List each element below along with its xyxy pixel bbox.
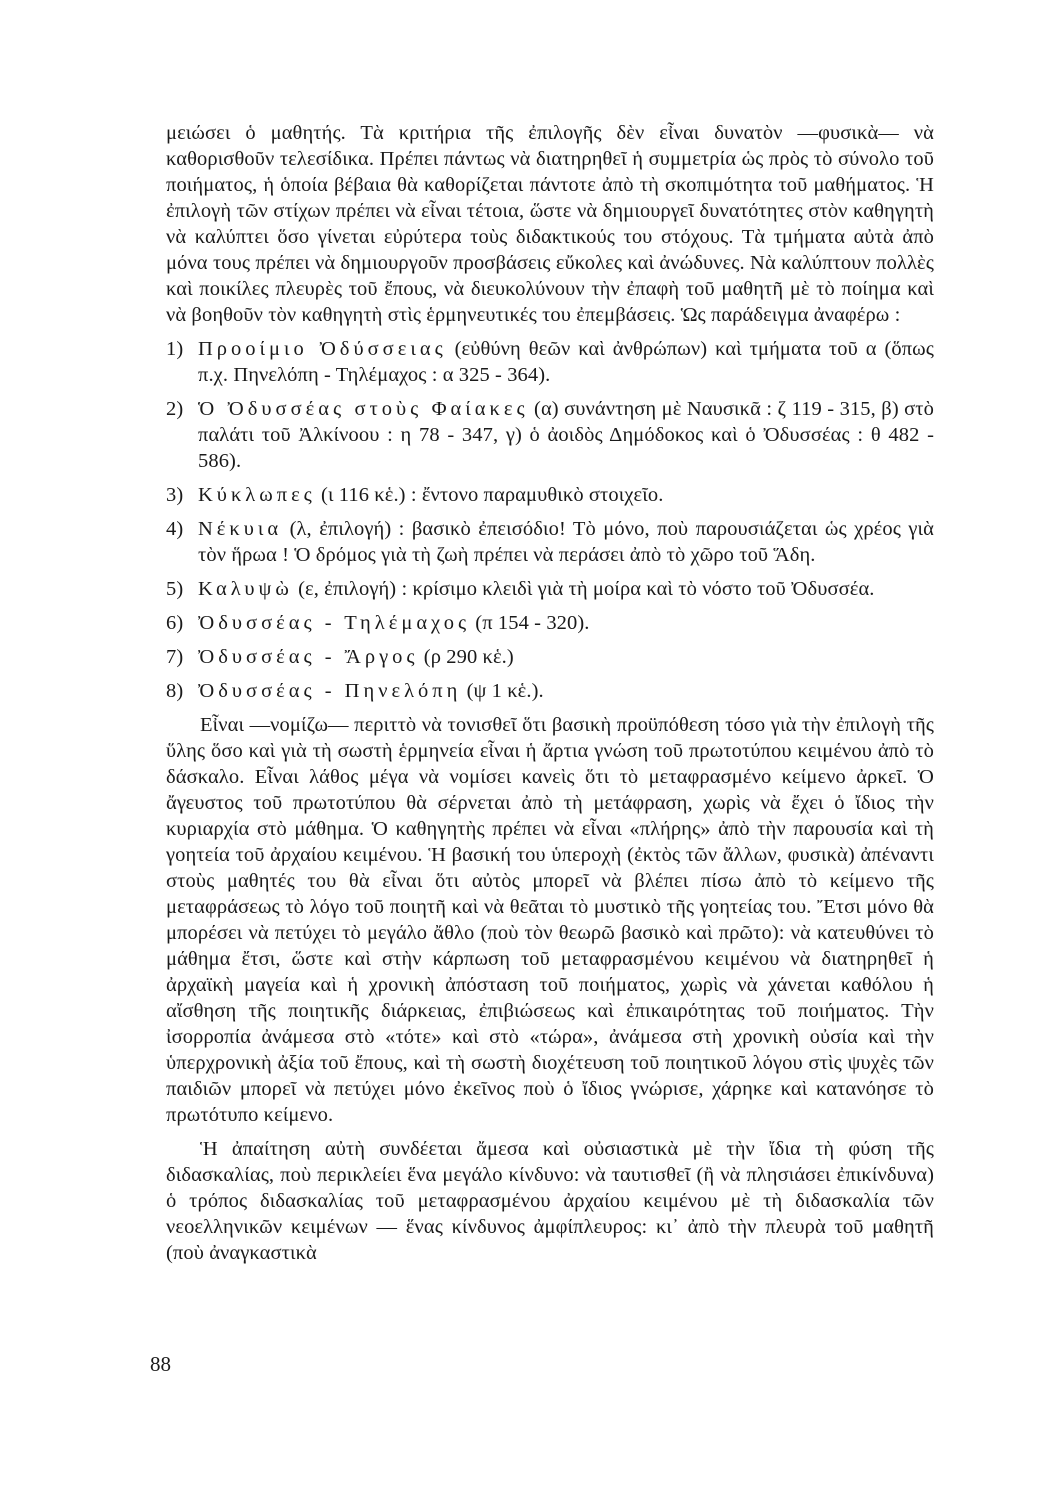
list-item-text: (ι 116 κἑ.) : ἔντονο παραμυθικὸ στοιχεῖο. xyxy=(315,484,664,506)
list-item-body xyxy=(198,396,934,474)
list-item-title: Νέκυια xyxy=(198,518,283,540)
list-item xyxy=(166,610,934,636)
list-item-text: (λ, ἐπιλογή) : βασικὸ ἐπεισόδιο! Τὸ μόνο, ποὺ παρουσιάζεται ὡς χρέος γιὰ τὸν ἥρωα ! Ὁ δρόμος γιὰ τὴ ζωὴ πρέπει νὰ περάσει ἀπὸ τὸ χῶρο τοῦ Ἅδη. xyxy=(198,518,934,566)
list-item-number: 6) xyxy=(166,612,184,634)
list-item-title: Προοίμιο Ὀδύσσειας xyxy=(198,338,447,360)
paragraph-teacher-knowledge: Εἶναι —νομίζω— περιττὸ νὰ τονισθεῖ ὅτι βασικὴ προϋπόθεση τόσο γιὰ τὴν ἐπιλογὴ τῆς ὕλης ὅσο καὶ γιὰ τὴ σωστὴ ἑρμηνεία εἶναι ἡ ἄρτια γνώση τοῦ πρωτοτύπου κειμένου ἀπὸ τὸ δάσκαλο. Εἶναι λάθος μέγα νὰ νομίσει κανεὶς ὅτι τὸ μεταφρασμένο κείμενο ἀρκεῖ. Ὁ ἄγευστος τοῦ πρωτοτύπου θὰ σέρνεται ἀπὸ τὴ μετάφραση, χωρὶς νὰ ἔχει ὁ ἴδιος τὴν κυριαρχία στὸ μάθημα. Ὁ καθηγητὴς πρέπει νὰ εἶναι «πλήρης» ἀπὸ τὴν παρουσία καὶ τὴ γοητεία τοῦ ἀρχαίου κειμένου. Ἡ βασική του ὑπεροχὴ (ἐκτὸς τῶν ἄλλων, φυσικὰ) ἀπέναντι στοὺς μαθητές του θὰ εἶναι ὅτι αὐτὸς μπορεῖ νὰ βλέπει πίσω ἀπὸ τὸ κείμενο τῆς μεταφράσεως τὸ λόγο τοῦ ποιητῆ καὶ νὰ θεᾶται τὸ μυστικὸ τῆς γοητείας του. Ἔτσι μόνο θὰ μπορέσει νὰ πετύχει τὸ μεγάλο ἄθλο (ποὺ τὸν θεωρῶ βασικὸ καὶ πρῶτο): νὰ κατευθύνει τὸ μάθημα ἔτσι, ὥστε καὶ στὴν κάρπωση τοῦ μεταφρασμένου κειμένου νὰ διατηρηθεῖ ἡ ἀρχαϊκὴ μαγεία καὶ ἡ χρονικὴ ἀπόσταση τοῦ ποιήματος, χωρὶς νὰ χάνεται καθόλου ἡ αἴσθηση τῆς ποιητικῆς διάρκειας, ἐπιβιώσεως καὶ ἐπικαιρότητας τοῦ ποιήματος. Τὴν ἰσορροπία ἀνάμεσα στὸ «τότε» καὶ στὸ «τώρα», ἀνάμεσα στὴ χρονικὴ οὐσία καὶ τὴν ὑπερχρονικὴ ἀξία τοῦ ἔπους, καὶ τὴ σωστὴ διοχέτευση τοῦ ποιητικοῦ λόγου στὶς ψυχὲς τῶν παιδιῶν μπορεῖ νὰ πετύχει μόνο ἐκεῖνος ποὺ ὁ ἴδιος γνώρισε, χάρηκε καὶ κατανόησε τὸ πρωτότυπο κείμενο. xyxy=(166,714,934,1126)
list-item-title: Κύκλωπες xyxy=(198,484,316,506)
list-item-body xyxy=(198,678,934,704)
list-item-number: 3) xyxy=(166,484,184,506)
list-item-text: (ψ 1 κἑ.). xyxy=(461,680,544,702)
list-item xyxy=(166,396,934,474)
list-item-number: 2) xyxy=(166,398,184,420)
list-item-title: Ὀδυσσέας - Ἄργος xyxy=(198,646,419,668)
list-item-number: 8) xyxy=(166,680,184,702)
list-item xyxy=(166,482,934,508)
episode-list xyxy=(166,336,934,704)
list-item xyxy=(166,336,934,388)
page-body xyxy=(166,120,934,1266)
list-item-text: (εὐθύνη θεῶν καὶ ἀνθρώπων) καὶ τμήματα τοῦ α (ὅπως π.χ. Πηνελόπη - Τηλέμαχος : α 325 - 364). xyxy=(198,338,934,386)
list-item-number: 4) xyxy=(166,518,184,540)
list-item-body xyxy=(198,610,934,636)
list-item-body xyxy=(198,576,934,602)
list-item-body xyxy=(198,336,934,388)
list-item-body xyxy=(198,516,934,568)
list-item-title: Ὀδυσσέας - Πηνελόπη xyxy=(198,680,462,702)
list-item-body xyxy=(198,482,934,508)
list-item-text: (α) συνάντηση μὲ Ναυσικᾶ : ζ 119 - 315, β) στὸ παλάτι τοῦ Ἀλκίνοου : η 78 - 347, γ) ὁ ἀοιδὸς Δημόδοκος καὶ ὁ Ὀδυσσέας : θ 482 - 586). xyxy=(198,398,934,472)
list-item-text: (ρ 290 κἑ.) xyxy=(418,646,514,668)
list-item xyxy=(166,576,934,602)
list-item-title: Ὁ Ὀδυσσέας στοὺς Φαίακες xyxy=(198,398,529,420)
list-item-body xyxy=(198,644,934,670)
paragraph-teaching-risk: Ἡ ἀπαίτηση αὐτὴ συνδέεται ἄμεσα καὶ οὐσιαστικὰ μὲ τὴν ἴδια τὴ φύση τῆς διδασκαλίας, ποὺ περικλείει ἕνα μεγάλο κίνδυνο: νὰ ταυτισθεῖ (ἢ νὰ πλησιάσει ἐπικίνδυνα) ὁ τρόπος διδασκαλίας τοῦ μεταφρασμένου ἀρχαίου κειμένου μὲ τὴ διδασκαλία τῶν νεοελληνικῶν κειμένων — ἕνας κίνδυνος ἀμφίπλευρος: κι᾽ ἀπὸ τὴν πλευρὰ τοῦ μαθητῆ (ποὺ ἀναγκαστικὰ xyxy=(166,1138,934,1264)
list-item-text: (ε, ἐπιλογή) : κρίσιμο κλειδὶ γιὰ τὴ μοίρα καὶ τὸ νόστο τοῦ Ὀδυσσέα. xyxy=(292,578,875,600)
page-number: 88 xyxy=(150,1352,171,1376)
list-item xyxy=(166,644,934,670)
list-item xyxy=(166,678,934,704)
list-item xyxy=(166,516,934,568)
paragraph-selection-criteria: μειώσει ὁ μαθητής. Τὰ κριτήρια τῆς ἐπιλογῆς δὲν εἶναι δυνατὸν —φυσικὰ— νὰ καθορισθοῦν τελεσίδικα. Πρέπει πάντως νὰ διατηρηθεῖ ἡ συμμετρία ὡς πρὸς τὸ σύνολο τοῦ ποιήματος, ἡ ὁποία βέβαια θὰ καθορίζεται πάντοτε ἀπὸ τὴ σκοπιμότητα τοῦ μαθήματος. Ἡ ἐπιλογὴ τῶν στίχων πρέπει νὰ εἶναι τέτοια, ὥστε νὰ δημιουργεῖ δυνατότητες στὸν καθηγητὴ νὰ καλύπτει ὅσο γίνεται εὐρύτερα τοὺς διδακτικούς του στόχους. Τὰ τμήματα αὐτὰ ἀπὸ μόνα τους πρέπει νὰ δημιουργοῦν προσβάσεις εὔκολες καὶ ἀνώδυνες. Νὰ καλύπτουν πολλὲς καὶ ποικίλες πλευρὲς τοῦ ἔπους, νὰ διευκολύνουν τὴν ἐπαφὴ τοῦ μαθητῆ μὲ τὸ ποίημα καὶ νὰ βοηθοῦν τὸν καθηγητὴ στὶς ἑρμηνευτικές του ἐπεμβάσεις. Ὡς παράδειγμα ἀναφέρω : xyxy=(166,122,934,326)
list-item-title: Ὀδυσσέας - Τηλέμαχος xyxy=(198,612,471,634)
list-item-number: 7) xyxy=(166,646,184,668)
list-item-title: Καλυψὼ xyxy=(198,578,293,600)
list-item-text: (π 154 - 320). xyxy=(470,612,590,634)
list-item-number: 1) xyxy=(166,338,184,360)
list-item-number: 5) xyxy=(166,578,184,600)
